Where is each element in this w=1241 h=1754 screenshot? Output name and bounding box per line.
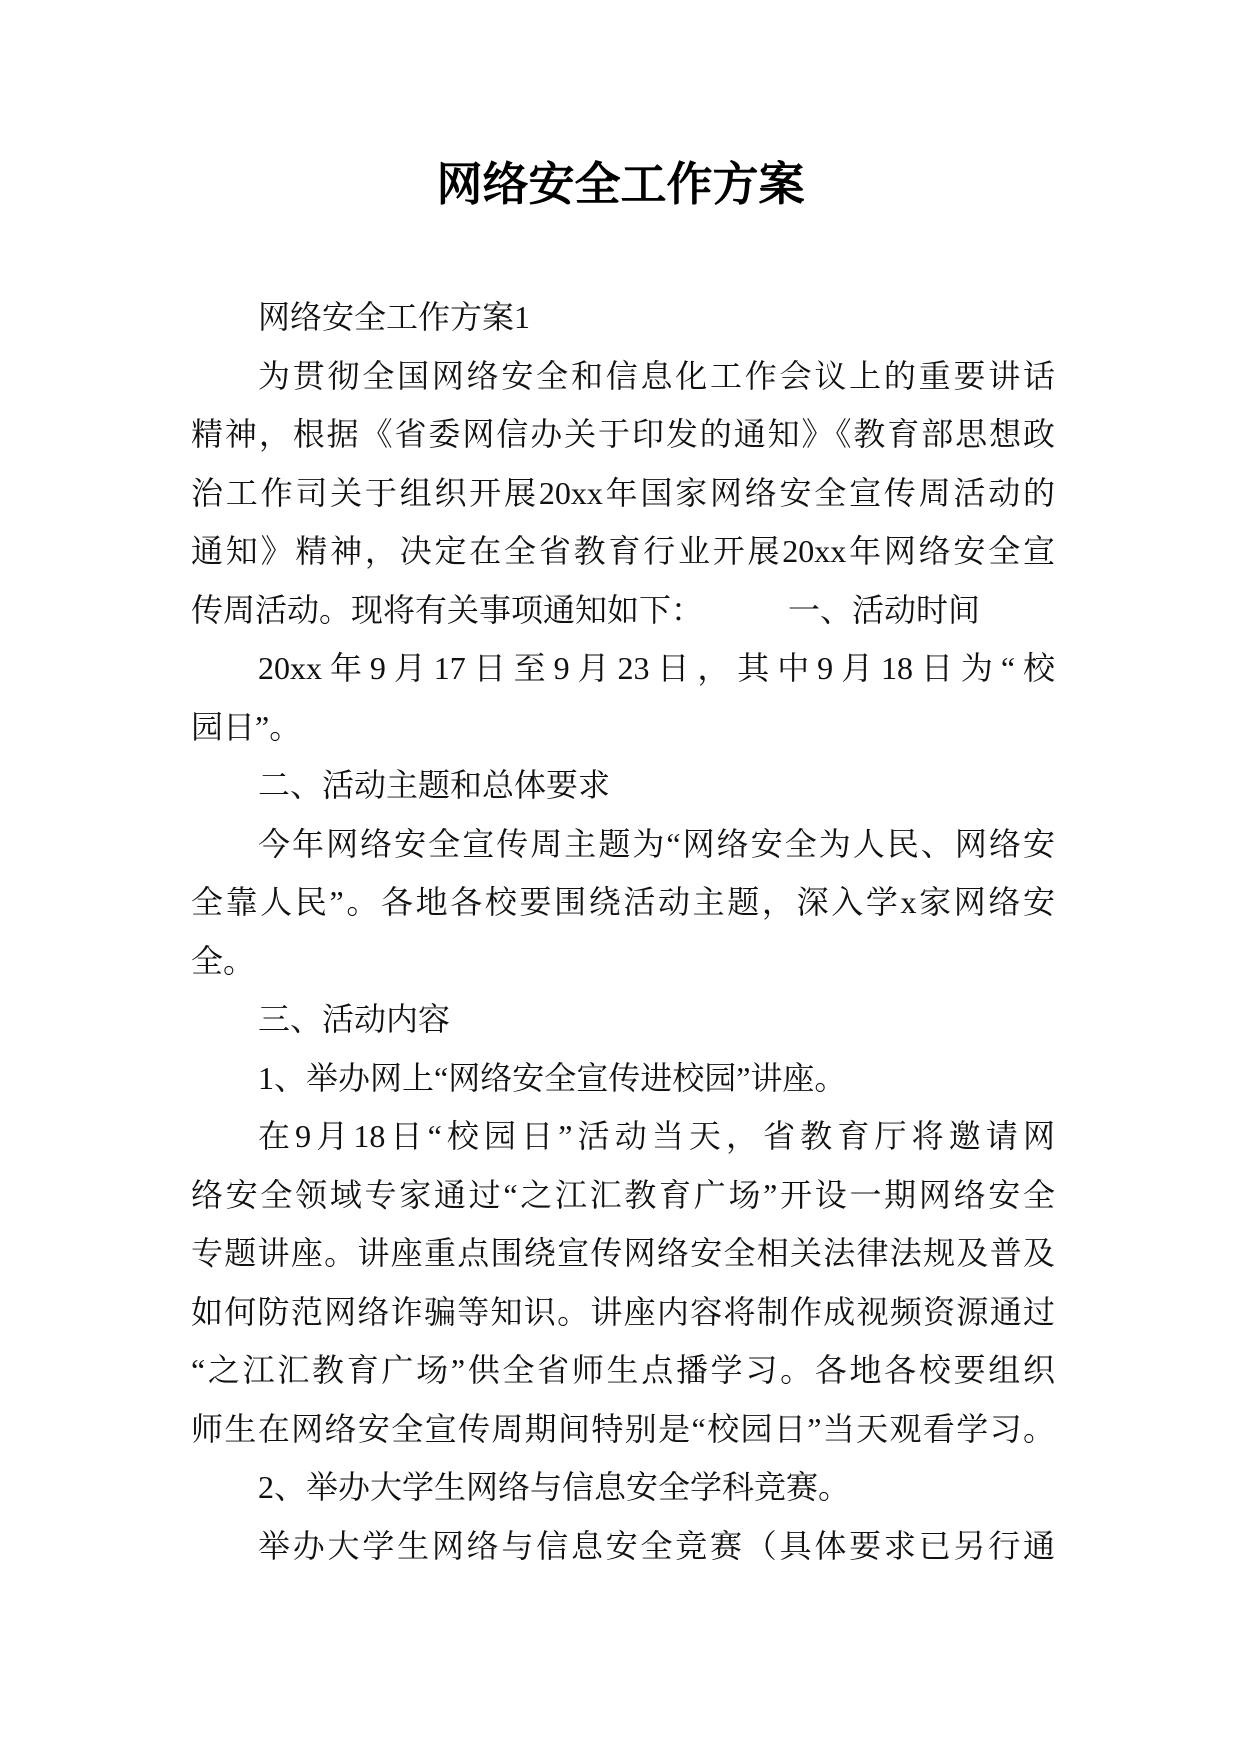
paragraph-competition bbox=[191, 1517, 1055, 1576]
paragraph-plan-heading bbox=[191, 288, 1055, 347]
text-line: 为贯彻全国网络安全和信息化工作会议上的重要讲话 bbox=[258, 357, 1055, 394]
paragraph-lecture bbox=[191, 1107, 1055, 1458]
section-heading: 二、活动主题和总体要求 bbox=[258, 767, 611, 803]
document-body bbox=[191, 288, 1055, 1575]
plan-heading: 网络安全工作方案1 bbox=[258, 299, 531, 335]
text-line: 治工作司关于组织开展20xx年国家网络安全宣传周活动的 bbox=[191, 474, 1055, 511]
text-line: 全靠人民”。各地各校要围绕活动主题，深入学x家网络安 bbox=[191, 884, 1055, 920]
paragraph-item-1 bbox=[191, 1049, 1055, 1108]
paragraph-theme bbox=[191, 815, 1055, 991]
section-heading: 三、活动内容 bbox=[258, 1001, 451, 1037]
list-item-heading: 2、举办大学生网络与信息安全学科竞赛。 bbox=[258, 1469, 851, 1505]
document-title: 网络安全工作方案 bbox=[436, 159, 805, 210]
list-item-heading: 1、举办网上“网络安全宣传进校园”讲座。 bbox=[258, 1059, 847, 1096]
text-line: 今年网络安全宣传周主题为“网络安全为人民、网络安 bbox=[258, 825, 1055, 862]
text-line: 全。 bbox=[191, 942, 256, 979]
text-segment: 传周活动。现将有关事项通知如下： bbox=[191, 591, 704, 628]
paragraph-activity-time bbox=[191, 639, 1055, 756]
text-line: 如何防范网络诈骗等知识。讲座内容将制作成视频资源通过 bbox=[191, 1293, 1055, 1330]
paragraph-heading-content bbox=[191, 990, 1055, 1049]
text-line: 通知》精神，决定在全省教育行业开展20xx年网络安全宣 bbox=[191, 533, 1055, 569]
paragraph-item-2 bbox=[191, 1458, 1055, 1517]
text-line bbox=[191, 581, 1055, 640]
text-line: “之江汇教育广场”供全省师生点播学习。各地各校要组织 bbox=[191, 1352, 1055, 1388]
paragraph-intro bbox=[191, 347, 1055, 640]
text-line: 精神，根据《省委网信办关于印发的通知》《教育部思想政 bbox=[191, 416, 1055, 452]
paragraph-heading-theme bbox=[191, 756, 1055, 815]
text-line: 举办大学生网络与信息安全竞赛（具体要求已另行通 bbox=[258, 1527, 1055, 1564]
section-heading: 一、活动时间 bbox=[788, 591, 981, 628]
text-line: 师生在网络安全宣传周期间特别是“校园日”当天观看学习。 bbox=[191, 1410, 1055, 1447]
text-line: 在9月18日“校园日”活动当天，省教育厅将邀请网 bbox=[258, 1118, 1055, 1154]
text-line: 园日”。 bbox=[191, 708, 302, 745]
text-line: 络安全领域专家通过“之江汇教育广场”开设一期网络安全 bbox=[191, 1176, 1055, 1213]
text-line: 20xx年9月17日至9月23日，其中9月18日为“校 bbox=[258, 650, 1055, 686]
text-line: 专题讲座。讲座重点围绕宣传网络安全相关法律法规及普及 bbox=[191, 1235, 1055, 1271]
